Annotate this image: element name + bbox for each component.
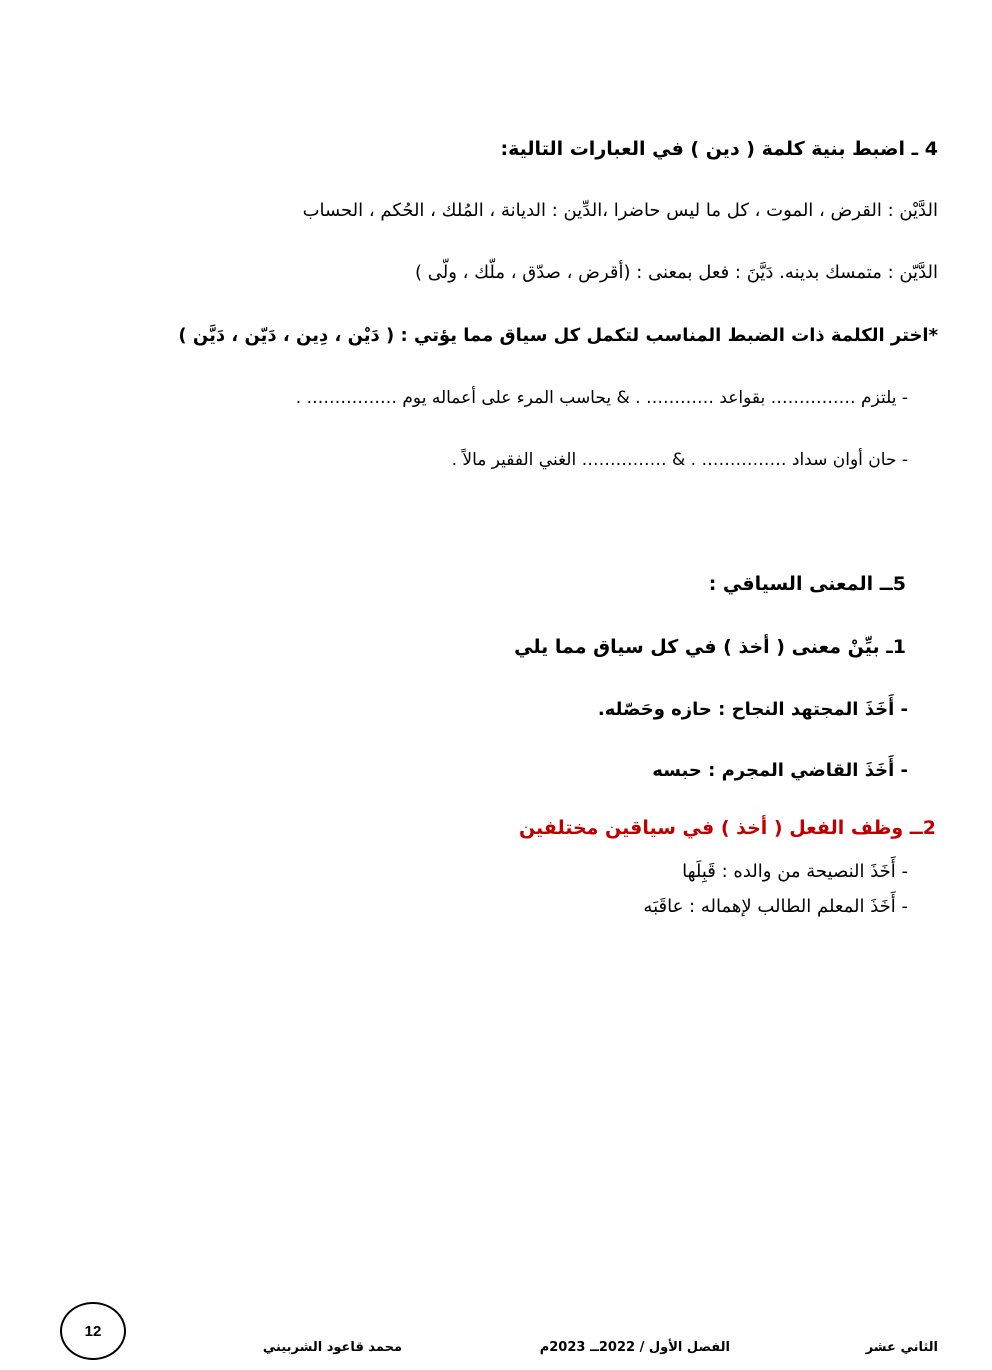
q5-sub2-example-1: - أَخَذَ النصيحة من والده : قَبِلَها [682,861,908,882]
footer-grade: الثاني عشر [865,1340,938,1355]
q5-sub1-example-1: - أَخَذَ المجتهد النجاح : حازه وحَصّله. [597,699,908,720]
q5-sub1-example-2: - أَخَذَ القاضي المجرم : حبسه [652,760,908,781]
q4-item-1: - يلتزم …………… بقواعد ………… . & يحاسب المرء على أعماله يوم ……………. . [295,388,908,408]
q4-instruction: *اختر الكلمة ذات الضبط المناسب لتكمل كل سياق مما يؤتي : ( دَيْن ، دِين ، دَيّن ، دَيَّن ) [178,325,938,346]
q5-title: 5ــ المعنى السياقي : [708,573,906,595]
q4-definition-1: الدَّيْن : القرض ، الموت ، كل ما ليس حاضرا ،الدِّين : الديانة ، المُلك ، الحُكم ، الحساب [302,200,938,221]
q5-sub2-example-2: - أَخَذَ المعلم الطالب لإهماله : عاقَبَه [643,896,908,917]
page-number-badge [60,1302,126,1360]
footer-term: الفصل الأول / 2022ــ 2023م [539,1340,730,1355]
q4-title: 4 ـ اضبط بنية كلمة ( دين ) في العبارات التالية: [500,138,938,160]
page-number: 12 [84,1322,102,1340]
q5-sub1-title: 1ـ بيِّنْ معنى ( أخذ ) في كل سياق مما يلي [514,636,906,658]
q4-definition-2: الدَّيّن : متمسك بدينه. دَيَّنَ : فعل بمعنى : (أقرض ، صدّق ، ملّك ، ولّى ) [415,262,938,283]
q5-sub2-title: 2ــ وظف الفعل ( أخذ ) في سياقين مختلفين [518,817,936,839]
q4-item-2: - حان أوان سداد …………… . & …………… الغني الفقير مالاً . [451,450,908,470]
footer-author: محمد قاعود الشربيني [262,1340,402,1355]
